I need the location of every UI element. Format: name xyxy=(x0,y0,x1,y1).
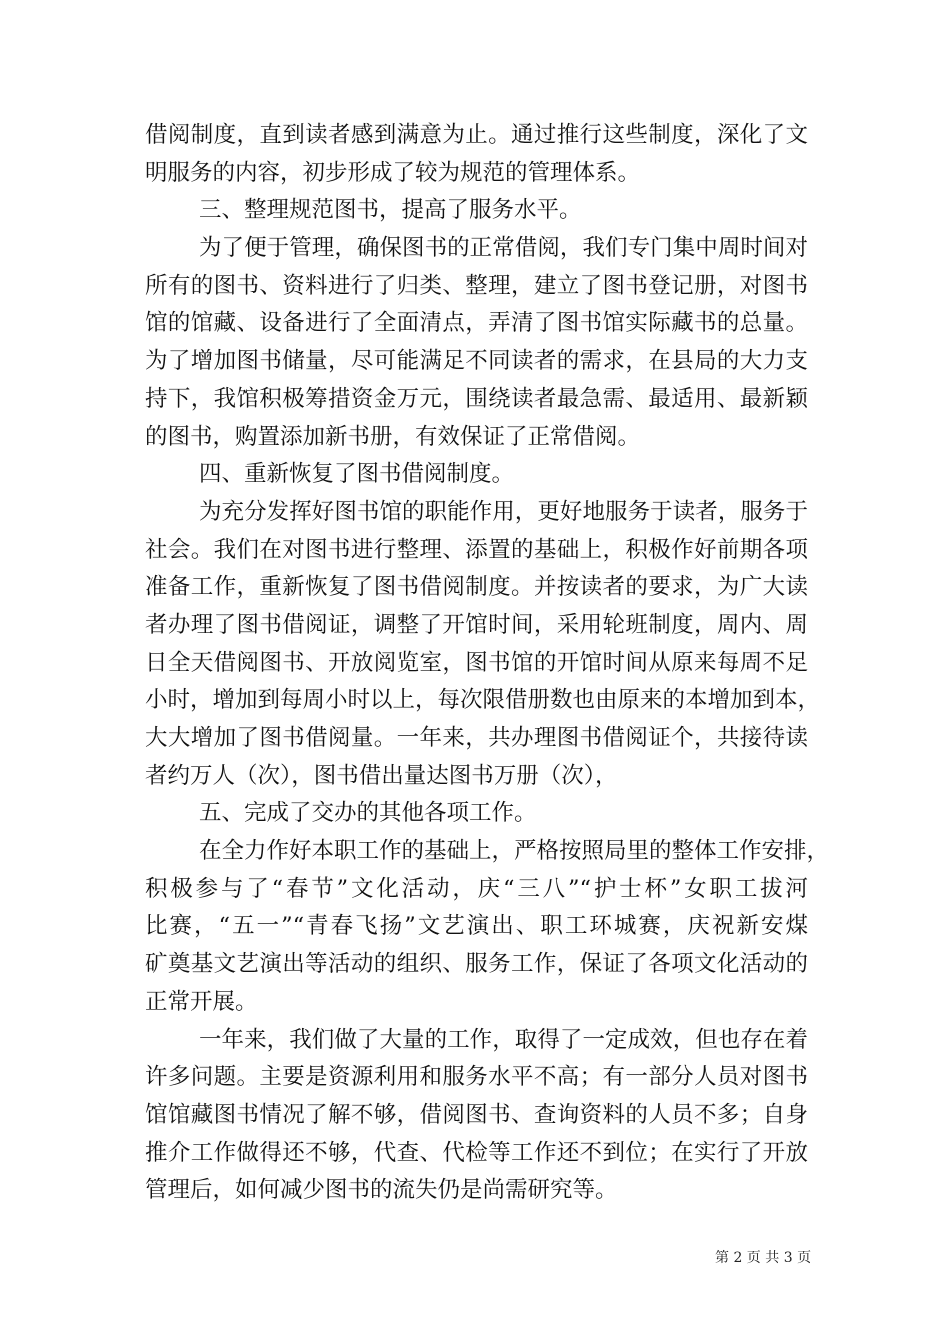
paragraph-2-line-3: 馆的馆藏、设备进行了全面清点，弄清了图书馆实际藏书的总量。 xyxy=(145,310,808,337)
paragraph-1-line-1: 借阅制度，直到读者感到满意为止。通过推行这些制度，深化了文 xyxy=(145,122,808,148)
paragraph-5-line-1: 一年来，我们做了大量的工作，取得了一定成效，但也存在着 xyxy=(199,1026,808,1053)
paragraph-3-line-8: 者约万人（次），图书借出量达图书万册（次）， xyxy=(145,762,618,789)
paragraph-2-line-5: 持下，我馆积极筹措资金万元，围绕读者最急需、最适用、最新颖 xyxy=(145,385,808,412)
paragraph-3-line-7: 大大增加了图书借阅量。一年来，共办理图书借阅证个，共接待读 xyxy=(145,725,808,751)
paragraph-4-line-5: 正常开展。 xyxy=(145,988,258,1015)
paragraph-2-line-1: 为了便于管理，确保图书的正常借阅，我们专门集中周时间对 xyxy=(199,235,808,262)
section-heading-5: 五、完成了交办的其他各项工作。 xyxy=(199,800,537,827)
document-body xyxy=(145,117,830,1210)
paragraph-4-line-1: 在全力作好本职工作的基础上，严格按照局里的整体工作安排， xyxy=(199,838,830,865)
paragraph-5-line-2: 许多问题。主要是资源利用和服务水平不高；有一部分人员对图书 xyxy=(145,1064,808,1091)
section-heading-3: 三、整理规范图书，提高了服务水平。 xyxy=(199,197,582,224)
paragraph-1-line-2: 明服务的内容，初步形成了较为规范的管理体系。 xyxy=(145,159,641,186)
paragraph-3-line-5: 日全天借阅图书、开放阅览室，图书馆的开馆时间从原来每周不足 xyxy=(145,649,808,676)
paragraph-5-line-3: 馆馆藏图书情况了解不够，借阅图书、查询资料的人员不多；自身 xyxy=(145,1101,808,1128)
paragraph-5-line-4: 推介工作做得还不够，代查、代检等工作还不到位；在实行了开放 xyxy=(145,1139,808,1166)
paragraph-4-line-2: 积极参与了“春节”文化活动，庆“三八”“护士杯”女职工拔河 xyxy=(145,875,808,902)
paragraph-2-line-2: 所有的图书、资料进行了归类、整理，建立了图书登记册，对图书 xyxy=(145,272,808,299)
paragraph-4-line-3: 比赛，“五一”“青春飞扬”文艺演出、职工环城赛，庆祝新安煤 xyxy=(145,913,808,940)
paragraph-2-line-6: 的图书，购置添加新书册，有效保证了正常借阅。 xyxy=(145,423,641,450)
page-number-footer: 第 2 页 共 3 页 xyxy=(715,1250,812,1266)
paragraph-4-line-4: 矿奠基文艺演出等活动的组织、服务工作，保证了各项文化活动的 xyxy=(145,951,808,978)
paragraph-3-line-6: 小时，增加到每周小时以上，每次限借册数也由原来的本增加到本， xyxy=(145,687,821,714)
paragraph-3-line-4: 者办理了图书借阅证，调整了开馆时间，采用轮班制度，周内、周 xyxy=(145,611,808,638)
paragraph-5-line-5: 管理后，如何减少图书的流失仍是尚需研究等。 xyxy=(145,1177,618,1204)
paragraph-3-line-2: 社会。我们在对图书进行整理、添置的基础上，积极作好前期各项 xyxy=(145,536,808,563)
section-heading-4: 四、重新恢复了图书借阅制度。 xyxy=(199,461,515,488)
paragraph-3-line-3: 准备工作，重新恢复了图书借阅制度。并按读者的要求，为广大读 xyxy=(145,574,808,601)
paragraph-2-line-4: 为了增加图书储量，尽可能满足不同读者的需求，在县局的大力支 xyxy=(145,348,808,375)
paragraph-3-line-1: 为充分发挥好图书馆的职能作用，更好地服务于读者，服务于 xyxy=(199,498,808,525)
